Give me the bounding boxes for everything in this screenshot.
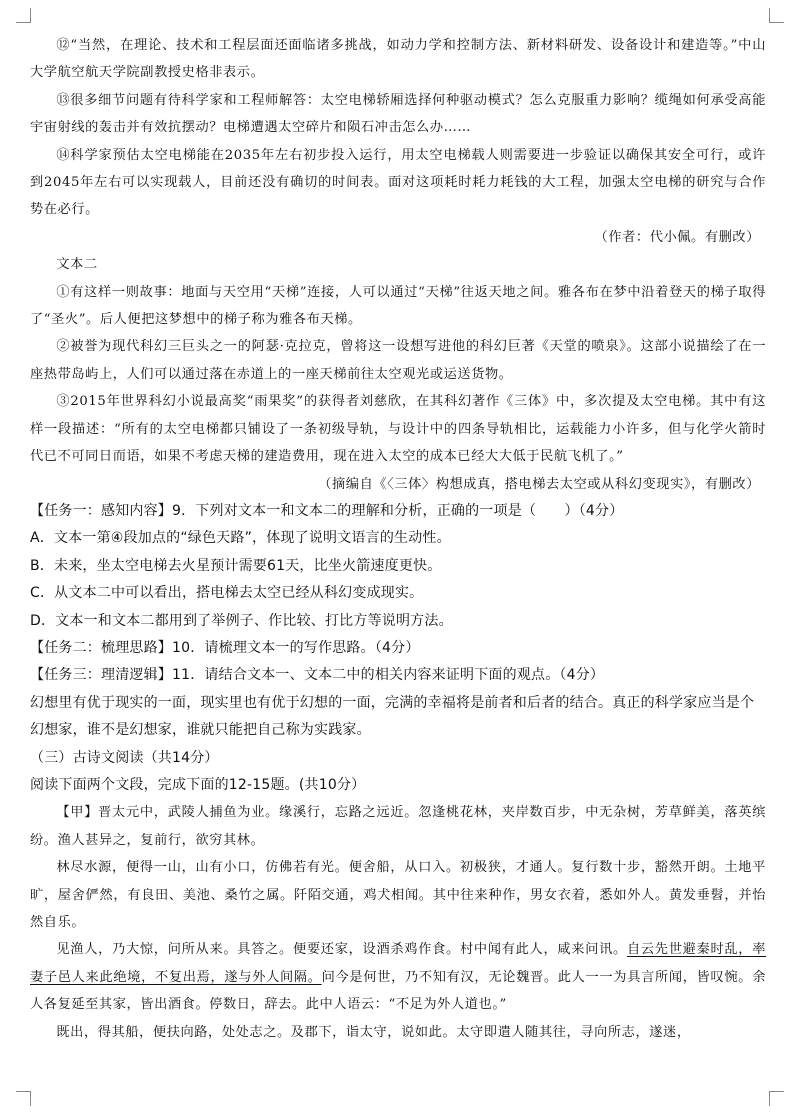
classical-paragraph-3 — [30, 936, 766, 1018]
text2-source: （摘编自《〈三体〉构想成真，搭电梯去太空或从科幻变现实》，有删改） — [318, 476, 760, 492]
text2-paragraph-2: ②被誉为现代科幻三巨头之一的阿瑟·克拉克，曾将这一设想写进他的科幻巨著《天堂的喷泉》。这部小说描绘了在一座热带岛屿上，人们可以通过落在赤道上的一座天梯前往太空观光或运送货物。 — [30, 339, 766, 382]
crop-mark-top-right — [769, 8, 784, 23]
section-three-instruction: 阅读下面两个文段，完成下面的12-15题。(共10分） — [30, 776, 366, 793]
text2-paragraph-3: ③2015年世界科幻小说最高奖“雨果奖”的获得者刘慈欣，在其科幻著作《三体》中，多次提及太空电梯。其中有这样一段描述：“所有的太空电梯都只铺设了一条初级导轨，与设计中的四条导轨相比，运载能力小许多，但与化学火箭时代已不可同日而语，如果不考虑天梯的建造费用，现在进入太空的成本已经大大低于民航飞机了。” — [30, 394, 766, 465]
option-c: C．从文本二中可以看出，搭电梯去太空已经从科幻变成现实。 — [30, 585, 424, 602]
paragraph-12: ⑫“当然，在理论、技术和工程层面还面临诸多挑战，如动力学和控制方法、新材料研发、设备设计和建造等。”中山大学航空航天学院副教授史格非表示。 — [30, 38, 766, 81]
crop-mark-bottom-left — [16, 1091, 31, 1106]
classical-paragraph-2: 林尽水源，便得一山，山有小口，仿佛若有光。便舍船，从口入。初极狭，才通人。复行数十步，豁然开朗。土地平旷，屋舍俨然，有良田、美池、桑竹之属。阡陌交通，鸡犬相闻。其中往来种作，男女衣着，悉如外人。黄发垂髫，并怡然自乐。 — [30, 860, 766, 930]
task-one-question: 【任务一：感知内容】9．下列对文本一和文本二的理解和分析，正确的一项是（ ）（4分） — [30, 502, 624, 519]
section-three-heading: （三）古诗文阅读（共14分） — [30, 749, 219, 766]
classical-p3-start: 见渔人，乃大惊，问所从来。具答之。便要还家，设酒杀鸡作食。村中闻有此人，咸来问讯。 — [56, 942, 627, 958]
text2-heading: 文本二 — [56, 257, 98, 273]
paragraph-14: ⑭科学家预估太空电梯能在2035年左右初步投入运行，用太空电梯载人则需要进一步验证以确保其安全可行，或许到2045年左右可以实现载人，目前还没有确切的时间表。面对这项耗时耗力耗钱的大工程，加强太空电梯的研究与合作势在必行。 — [30, 147, 766, 218]
classical-paragraph-4: 既出，得其船，便扶向路，处处志之。及郡下，诣太守，说如此。太守即遣人随其往，寻向所志，遂迷， — [56, 1024, 691, 1040]
crop-mark-top-left — [16, 8, 31, 23]
underlined-sentence: 自云先世避秦时乱，率妻子邑人来此绝境，不复出焉，遂与外人间隔。 — [30, 942, 766, 985]
viewpoint-quote: 幻想里有优于现实的一面，现实里也有优于幻想的一面，完满的幸福将是前者和后者的结合。真正的科学家应当是个幻想家，谁不是幻想家，谁就只能把自己称为实践家。 — [30, 694, 755, 739]
classical-p3-end: 问今是何世，乃不知有汉，无论魏晋。此人一一为具言所闻，皆叹惋。余人各复延至其家，皆出酒食。停数日，辞去。此中人语云：“不足为外人道也。” — [30, 969, 766, 1013]
task-two-question: 【任务二：梳理思路】10．请梳理文本一的写作思路。（4分） — [30, 639, 420, 656]
option-d: D．文本一和文本二都用到了举例子、作比较、打比方等说明方法。 — [30, 612, 453, 629]
task-three-question: 【任务三：理清逻辑】11．请结合文本一、文本二中的相关内容来证明下面的观点。（4分） — [30, 667, 605, 684]
option-b: B．未来，坐太空电梯去火星预计需要61天，比坐火箭速度更快。 — [30, 557, 442, 574]
text2-paragraph-1: ①有这样一则故事：地面与天空用“天梯”连接，人可以通过“天梯”往返天地之间。雅各布在梦中沿着登天的梯子取得了“圣火”。后人便把这梦想中的梯子称为雅各布天梯。 — [30, 284, 766, 328]
text1-source: （作者：代小佩。有删改） — [594, 229, 760, 245]
paragraph-13: ⑬很多细节问题有待科学家和工程师解答：太空电梯轿厢选择何种驱动模式？怎么克服重力影响？缆绳如何承受高能宇宙射线的轰击并有效抗摆动？电梯遭遇太空碎片和陨石冲击怎么办…… — [30, 92, 766, 136]
exam-page — [30, 32, 766, 1046]
option-a: A．文本一第④段加点的“绿色天路”，体现了说明文语言的生动性。 — [30, 530, 451, 547]
crop-mark-bottom-right — [769, 1091, 784, 1106]
classical-paragraph-1: 【甲】晋太元中，武陵人捕鱼为业。缘溪行，忘路之远近。忽逢桃花林，夹岸数百步，中无杂树，芳草鲜美，落英缤纷。渔人甚异之，复前行，欲穷其林。 — [30, 805, 766, 848]
